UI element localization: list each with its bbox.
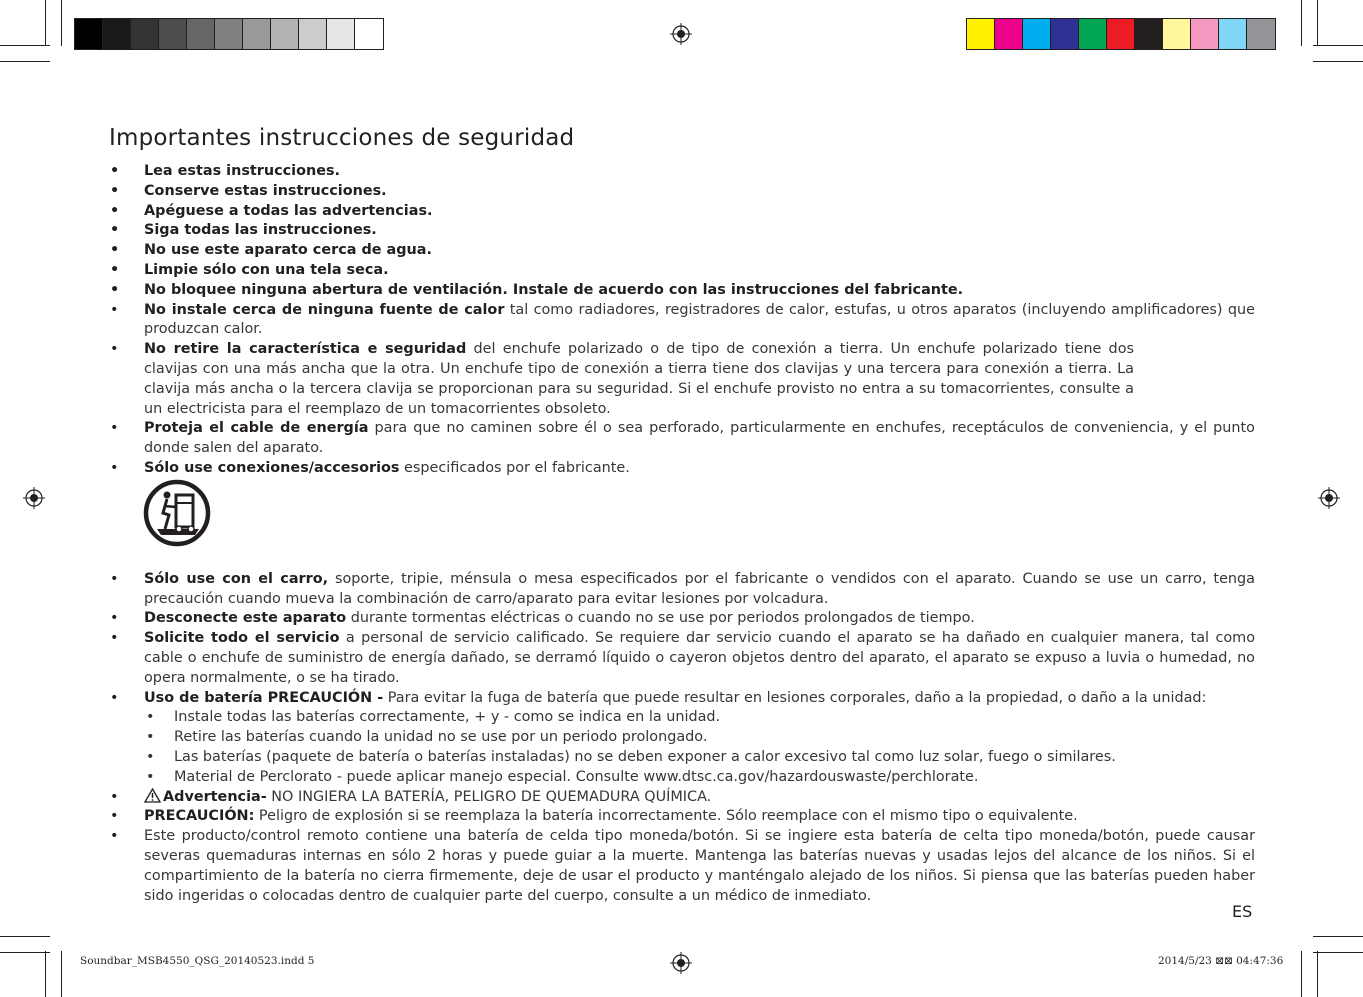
color-swatch	[327, 19, 355, 49]
crop-mark	[1313, 61, 1363, 62]
item-lead: Solicite todo el servicio	[144, 630, 340, 647]
color-swatch	[1079, 19, 1107, 49]
sub-list-item	[110, 768, 1255, 788]
list-item	[110, 459, 1255, 479]
bullet: •	[110, 222, 120, 239]
sub-list-item	[110, 708, 1255, 728]
item-text: Lea estas instrucciones.	[144, 163, 341, 179]
registration-mark-icon	[670, 952, 692, 974]
list-item	[110, 261, 1255, 281]
registration-mark-icon	[670, 23, 692, 45]
color-swatch	[159, 19, 187, 49]
color-swatch	[1051, 19, 1079, 49]
item-lead: Advertencia-	[163, 788, 267, 805]
bullet: •	[110, 689, 119, 706]
bullet: •	[110, 828, 119, 845]
color-swatch	[243, 19, 271, 49]
color-swatch	[187, 19, 215, 49]
sub-list-item	[110, 748, 1255, 768]
color-swatch	[215, 19, 243, 49]
color-swatch	[967, 19, 995, 49]
color-swatch	[271, 19, 299, 49]
item-text: tal como radiadores, registradores de calor, estufas, u otros aparatos (incluyendo amplificadores) que produzcan calor.	[144, 301, 1255, 338]
bullet: •	[110, 420, 119, 437]
crop-mark	[0, 61, 50, 62]
item-text: Conserve estas instrucciones.	[144, 182, 387, 199]
item-text: soporte, tripie, ménsula o mesa especificados por el fabricante o vendidos con el aparato. Cuando se use un carro, tenga precaución cuando mueva la combinación de carro/aparato para evitar lesiones por volcadura.	[144, 570, 1255, 607]
list-item	[110, 202, 1255, 222]
item-text: durante tormentas eléctricas o cuando no se use por periodos prolongados de tiempo.	[346, 610, 975, 627]
registration-mark-icon	[23, 487, 45, 509]
bullet: •	[110, 808, 119, 825]
bullet: •	[110, 570, 119, 587]
cart-tip-over-warning-icon	[143, 479, 211, 547]
item-text: especificados por el fabricante.	[399, 459, 630, 476]
bullet: •	[146, 748, 155, 765]
language-code: ES	[1232, 902, 1253, 921]
list-item	[110, 609, 1255, 629]
crop-mark	[1317, 0, 1318, 46]
item-text: Peligro de explosión si se reemplaza la batería incorrectamente. Sólo reemplace con el mismo tipo o equivalente.	[254, 808, 1078, 825]
crop-mark	[0, 936, 50, 937]
item-text: Limpie sólo con una tela seca.	[144, 261, 389, 278]
safety-instructions-list	[110, 162, 1255, 906]
bullet: •	[146, 729, 155, 746]
color-swatch	[1219, 19, 1247, 49]
bullet: •	[110, 788, 119, 805]
item-lead: PRECAUCIÓN:	[144, 808, 255, 825]
list-item	[110, 689, 1255, 709]
bullet: •	[110, 202, 120, 219]
item-lead: Sólo use con el carro,	[144, 570, 329, 587]
file-slug: Soundbar_MSB4550_QSG_20140523.indd 5	[80, 955, 315, 967]
item-text: No bloquee ninguna abertura de ventilación. Instale de acuerdo con las instrucciones del fabricante.	[144, 281, 964, 298]
bullet: •	[110, 281, 120, 298]
crop-mark	[1313, 936, 1363, 937]
crop-mark	[45, 951, 46, 997]
item-lead: Uso de batería PRECAUCIÓN -	[144, 689, 384, 706]
process-color-bar	[966, 18, 1276, 50]
list-item	[110, 570, 1255, 610]
registration-mark-icon	[1318, 487, 1340, 509]
crop-mark	[0, 45, 50, 46]
bullet: •	[110, 261, 120, 278]
list-item	[110, 221, 1255, 241]
item-text: Material de Perclorato - puede aplicar manejo especial. Consulte www.dtsc.ca.gov/hazardouswaste/perchlorate.	[174, 768, 979, 785]
bullet: •	[110, 630, 119, 647]
color-swatch	[995, 19, 1023, 49]
crop-mark	[61, 0, 62, 46]
color-swatch	[1107, 19, 1135, 49]
page-title: Importantes instrucciones de seguridad	[109, 125, 575, 151]
crop-mark	[1301, 0, 1302, 46]
item-lead: No instale cerca de ninguna fuente de calor	[144, 301, 505, 318]
sub-list-item	[110, 728, 1255, 748]
item-text: Este producto/control remoto contiene una batería de celda tipo moneda/botón. Si se ingiere esta batería de celta tipo moneda/botón, puede causar severas quemaduras internas en sólo 2 horas y puede guiar a la muerte. Mantenga las baterías nuevas y usadas lejos del alcance de los niños. Si el compartimiento de la batería no cierra firmemente, deje de usar el producto y manténgalo alejado de los niños. Si piensa que las baterías pueden haber sido ingeridas o colocadas dentro de cualquier parte del cuerpo, consulte a un médico de inmediato.	[144, 828, 1255, 904]
item-text: a personal de servicio calificado. Se requiere dar servicio cuando el aparato se ha dañado en cualquier manera, tal como cable o enchufe de suministro de energía dañado, se derramó líquido o cayeron objetos dentro del aparato, el aparato se expuso a luvia o humedad, no opera normalmente, o se ha tirado.	[144, 630, 1256, 686]
crop-mark	[61, 951, 62, 997]
item-text: NO INGIERA LA BATERÍA, PELIGRO DE QUEMADURA QUÍMICA.	[266, 788, 712, 805]
list-item	[110, 419, 1255, 459]
color-swatch	[1023, 19, 1051, 49]
color-swatch	[75, 19, 103, 49]
item-text: Siga todas las instrucciones.	[144, 222, 377, 239]
color-swatch	[355, 19, 383, 49]
bullet: •	[146, 709, 155, 726]
date-slug: 2014/5/23 ⊠⊠ 04:47:36	[1158, 955, 1284, 967]
item-text: Retire las baterías cuando la unidad no se use por un periodo prolongado.	[174, 729, 708, 746]
list-item	[110, 281, 1255, 301]
item-lead: Proteja el cable de energía	[144, 420, 369, 437]
bullet: •	[110, 610, 119, 627]
list-item	[110, 241, 1255, 261]
list-item	[110, 182, 1255, 202]
crop-mark	[1317, 951, 1318, 997]
bullet: •	[110, 182, 120, 199]
item-lead: Desconecte este aparato	[144, 610, 347, 627]
cart-warning-figure	[110, 479, 1255, 570]
list-item	[110, 629, 1255, 688]
item-lead: Sólo use conexiones/accesorios	[144, 459, 400, 476]
item-text: No use este aparato cerca de agua.	[144, 242, 432, 259]
bullet: •	[110, 341, 119, 358]
grayscale-color-bar	[74, 18, 384, 50]
list-item	[110, 162, 1255, 182]
color-swatch	[299, 19, 327, 49]
crop-mark	[1301, 951, 1302, 997]
item-text: para que no caminen sobre él o sea perforado, particularmente en enchufes, receptáculos de conveniencia, y el punto donde salen del aparato.	[144, 420, 1255, 457]
list-item	[110, 788, 1255, 808]
color-swatch	[1191, 19, 1219, 49]
crop-mark	[45, 0, 46, 46]
color-swatch	[131, 19, 159, 49]
bullet: •	[110, 242, 120, 259]
color-swatch	[1135, 19, 1163, 49]
crop-mark	[0, 952, 50, 953]
color-swatch	[103, 19, 131, 49]
crop-mark	[1313, 45, 1363, 46]
bullet: •	[110, 459, 119, 476]
crop-mark	[1313, 952, 1363, 953]
color-swatch	[1163, 19, 1191, 49]
item-lead: No retire la característica e seguridad	[144, 341, 467, 358]
list-item	[110, 807, 1255, 827]
list-item	[110, 827, 1255, 906]
list-item	[110, 340, 1134, 419]
list-item	[110, 301, 1255, 341]
item-text: Instale todas las baterías correctamente, + y - como se indica en la unidad.	[174, 709, 721, 726]
item-text: Apéguese a todas las advertencias.	[144, 202, 433, 219]
bullet: •	[146, 768, 155, 785]
bullet: •	[110, 301, 119, 318]
warning-triangle-icon	[144, 788, 161, 803]
item-text: Para evitar la fuga de batería que puede resultar en lesiones corporales, daño a la propiedad, o daño a la unidad:	[383, 689, 1207, 706]
item-text: Las baterías (paquete de batería o baterías instaladas) no se deben exponer a calor excesivo tal como luz solar, fuego o similares.	[174, 748, 1116, 765]
item-text: del enchufe polarizado o de tipo de conexión a tierra. Un enchufe polarizado tiene dos clavijas con una más ancha que la otra. Un enchufe tipo de conexión a tierra tiene dos clavijas y una tercera para conexión a tierra. La clavija más ancha o la tercera clavija se proporcionan para su seguridad. Si el enchufe provisto no entra a su tomacorrientes, consulte a un electricista para el reemplazo de un tomacorrientes obsoleto.	[144, 341, 1134, 417]
color-swatch	[1247, 19, 1275, 49]
bullet: •	[110, 163, 120, 179]
